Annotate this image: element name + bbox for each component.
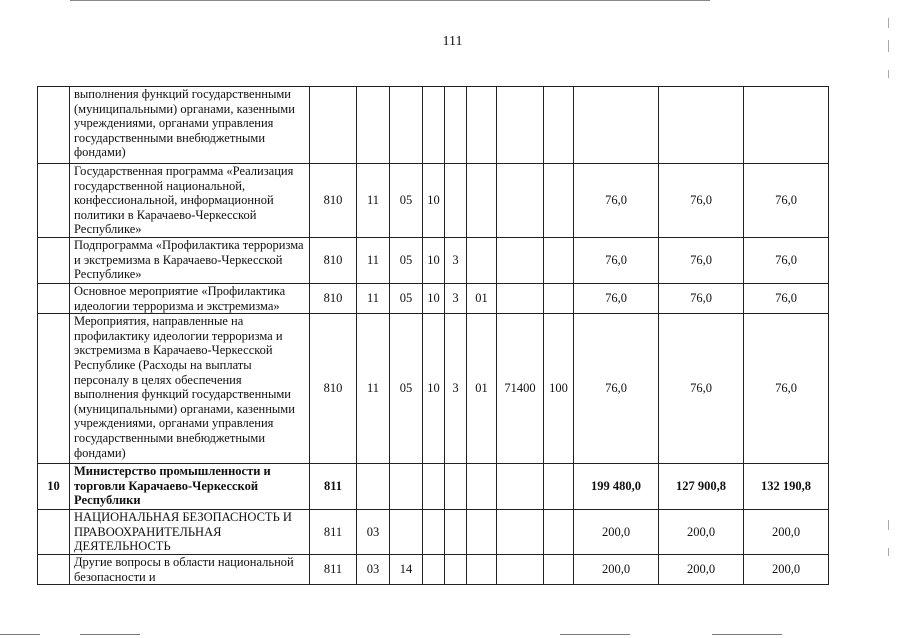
cell-pr xyxy=(390,87,423,164)
cell-napr xyxy=(497,164,544,238)
cell-sum-3: 76,0 xyxy=(744,238,829,284)
cell-sum-2: 127 900,8 xyxy=(659,464,744,510)
cell-sub: 3 xyxy=(445,314,467,464)
table-row xyxy=(38,510,829,555)
cell-prog xyxy=(423,464,445,510)
cell-osn xyxy=(467,464,497,510)
scan-mark xyxy=(712,634,782,635)
cell-sum-1: 76,0 xyxy=(574,314,659,464)
cell-napr xyxy=(497,87,544,164)
cell-ved: 810 xyxy=(310,314,357,464)
cell-sum-3: 200,0 xyxy=(744,554,829,584)
cell-pr: 05 xyxy=(390,238,423,284)
cell-sub xyxy=(445,510,467,555)
scan-mark xyxy=(80,634,140,635)
cell-prog xyxy=(423,87,445,164)
cell-num xyxy=(38,510,70,555)
cell-osn xyxy=(467,87,497,164)
table-row xyxy=(38,238,829,284)
cell-napr xyxy=(497,510,544,555)
cell-prog xyxy=(423,510,445,555)
top-rule xyxy=(70,0,710,1)
cell-sub xyxy=(445,164,467,238)
cell-prog: 10 xyxy=(423,314,445,464)
cell-pr: 05 xyxy=(390,284,423,314)
cell-vr xyxy=(544,554,574,584)
cell-num xyxy=(38,314,70,464)
cell-sub: 3 xyxy=(445,284,467,314)
table-row xyxy=(38,164,829,238)
table-row xyxy=(38,314,829,464)
cell-name: Мероприятия, направленные на профилактику идеологии терроризма и экстремизма в Карачаево-Черкесской Республике (Расходы на выплаты персоналу в целях обеспечения выполнения функций государственными (муниципальными) органами, казенными учреждениями, органами управления государственными внебюджетными фондами) xyxy=(70,314,310,464)
cell-sum-1: 76,0 xyxy=(574,284,659,314)
cell-name: Подпрограмма «Профилактика терроризма и экстремизма в Карачаево-Черкесской Республике» xyxy=(70,238,310,284)
cell-name: выполнения функций государственными (муниципальными) органами, казенными учреждениями, органами управления государственными внебюджетными фондами) xyxy=(70,87,310,164)
cell-name: Государственная программа «Реализация государственной национальной, конфессиональной, информационной политики в Карачаево-Черкесской Республике» xyxy=(70,164,310,238)
cell-pr: 05 xyxy=(390,314,423,464)
cell-ved: 810 xyxy=(310,284,357,314)
cell-sum-3: 76,0 xyxy=(744,164,829,238)
cell-sum-2: 200,0 xyxy=(659,554,744,584)
cell-ved: 811 xyxy=(310,464,357,510)
cell-sum-1: 200,0 xyxy=(574,554,659,584)
cell-rz: 11 xyxy=(357,238,390,284)
cell-sum-3 xyxy=(744,87,829,164)
scan-mark xyxy=(888,18,889,28)
cell-prog: 10 xyxy=(423,284,445,314)
cell-prog: 10 xyxy=(423,238,445,284)
cell-vr xyxy=(544,464,574,510)
cell-osn xyxy=(467,164,497,238)
cell-num xyxy=(38,87,70,164)
cell-sum-2: 76,0 xyxy=(659,164,744,238)
scan-mark xyxy=(888,40,889,52)
cell-osn: 01 xyxy=(467,284,497,314)
cell-num xyxy=(38,554,70,584)
table-row xyxy=(38,284,829,314)
cell-name: Министерство промышленности и торговли Карачаево-Черкесской Республики xyxy=(70,464,310,510)
cell-osn xyxy=(467,238,497,284)
cell-ved: 811 xyxy=(310,510,357,555)
cell-pr xyxy=(390,510,423,555)
scan-mark xyxy=(560,634,630,635)
cell-ved: 811 xyxy=(310,554,357,584)
cell-ved xyxy=(310,87,357,164)
cell-sum-2 xyxy=(659,87,744,164)
cell-num: 10 xyxy=(38,464,70,510)
cell-name: НАЦИОНАЛЬНАЯ БЕЗОПАСНОСТЬ И ПРАВООХРАНИТЕЛЬНАЯ ДЕЯТЕЛЬНОСТЬ xyxy=(70,510,310,555)
cell-name: Другие вопросы в области национальной безопасности и xyxy=(70,554,310,584)
budget-table xyxy=(37,86,829,585)
cell-vr xyxy=(544,164,574,238)
cell-num xyxy=(38,164,70,238)
cell-sum-2: 76,0 xyxy=(659,314,744,464)
cell-sum-3: 200,0 xyxy=(744,510,829,555)
cell-pr xyxy=(390,464,423,510)
cell-rz: 11 xyxy=(357,164,390,238)
table-row xyxy=(38,87,829,164)
page-number: 111 xyxy=(442,34,463,49)
scan-mark xyxy=(888,548,889,556)
table-row xyxy=(38,554,829,584)
cell-vr xyxy=(544,284,574,314)
cell-sum-1: 76,0 xyxy=(574,238,659,284)
cell-napr xyxy=(497,284,544,314)
cell-rz: 03 xyxy=(357,510,390,555)
cell-num xyxy=(38,238,70,284)
cell-napr xyxy=(497,554,544,584)
cell-napr: 71400 xyxy=(497,314,544,464)
cell-vr xyxy=(544,238,574,284)
cell-vr xyxy=(544,510,574,555)
cell-sum-2: 76,0 xyxy=(659,284,744,314)
cell-num xyxy=(38,284,70,314)
cell-sum-3: 76,0 xyxy=(744,284,829,314)
cell-sub xyxy=(445,554,467,584)
scan-mark xyxy=(888,70,889,78)
cell-sum-2: 76,0 xyxy=(659,238,744,284)
cell-rz: 03 xyxy=(357,554,390,584)
cell-sum-3: 132 190,8 xyxy=(744,464,829,510)
cell-name: Основное мероприятие «Профилактика идеологии терроризма и экстремизма» xyxy=(70,284,310,314)
cell-sum-1: 76,0 xyxy=(574,164,659,238)
cell-pr: 05 xyxy=(390,164,423,238)
cell-pr: 14 xyxy=(390,554,423,584)
cell-vr xyxy=(544,87,574,164)
cell-sum-2: 200,0 xyxy=(659,510,744,555)
cell-napr xyxy=(497,464,544,510)
cell-sub: 3 xyxy=(445,238,467,284)
table-row xyxy=(38,464,829,510)
cell-osn xyxy=(467,554,497,584)
cell-rz xyxy=(357,464,390,510)
cell-sub xyxy=(445,87,467,164)
cell-sum-3: 76,0 xyxy=(744,314,829,464)
cell-rz xyxy=(357,87,390,164)
cell-rz: 11 xyxy=(357,284,390,314)
cell-prog: 10 xyxy=(423,164,445,238)
cell-prog xyxy=(423,554,445,584)
cell-sum-1: 200,0 xyxy=(574,510,659,555)
scan-mark xyxy=(0,634,40,635)
cell-ved: 810 xyxy=(310,164,357,238)
scan-mark xyxy=(888,520,889,530)
cell-ved: 810 xyxy=(310,238,357,284)
cell-vr: 100 xyxy=(544,314,574,464)
cell-sub xyxy=(445,464,467,510)
cell-napr xyxy=(497,238,544,284)
cell-rz: 11 xyxy=(357,314,390,464)
cell-osn xyxy=(467,510,497,555)
cell-osn: 01 xyxy=(467,314,497,464)
cell-sum-1: 199 480,0 xyxy=(574,464,659,510)
cell-sum-1 xyxy=(574,87,659,164)
